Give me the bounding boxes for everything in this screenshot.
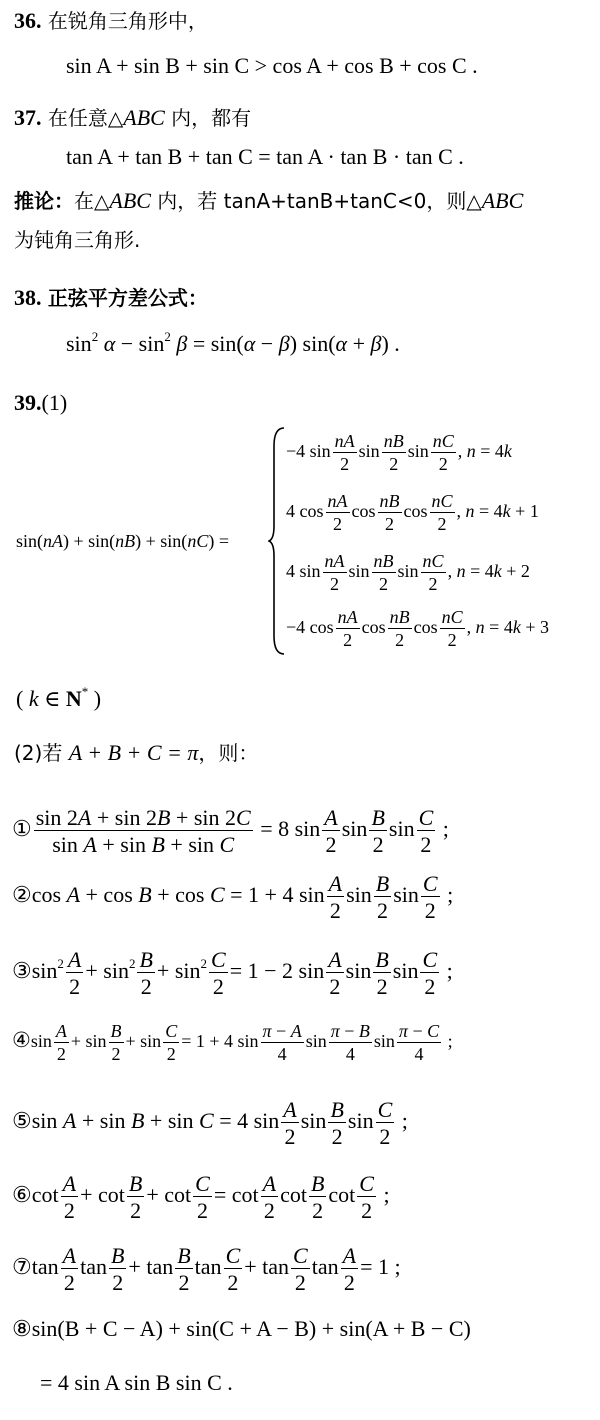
identity-2: ②cos A + cos B + cos C = 1 + 4 sin $\frac{A}{2}$ sin $\frac{B}{2}$ sin $\frac{C}{2}$ ;: [12, 871, 454, 924]
item-37-heading: 37. 在任意△ABC 内，都有: [14, 105, 252, 130]
corollary-line-2: 为钝角三角形.: [14, 228, 141, 252]
item-36-heading: 36. 在锐角三角形中，: [14, 8, 208, 33]
piecewise-lhs: sin(nA) + sin(nB) + sin(nC) =: [16, 531, 229, 551]
identity-3: $③\sin^2$ $\frac{A}{2}$ + $\sin^2$ $\frac{B}{2}$ + $\sin^2$ $\frac{C}{2}$ = 1 − 2 sin $\frac{A}{2}$ sin $\frac{B}{2}$ sin $\frac{C}{2}$ ;: [12, 947, 453, 1000]
identity-8-line-2: = 4 sin A sin B sin C .: [40, 1370, 233, 1395]
identity-8-line-1: ⑧sin(B + C − A) + sin(C + A − B) + sin(A + B − C): [12, 1316, 471, 1341]
identity-1: ① $\frac{\sin 2A + \sin 2B + \sin 2C}{\text{sin A + sin B + sin C}}$ = 8 sin $\frac{A}{2}$ sin $\frac{B}{2}$ sin $\frac{C}{2}$ ;: [12, 805, 449, 858]
piecewise-case-2: 4 cos $\frac{nA}{2}$ cos $\frac{nB}{2}$ cos $\frac{nC}{2}$ , n = 4k + 1: [286, 491, 539, 534]
piecewise-case-3: 4 sin $\frac{nA}{2}$ sin $\frac{nB}{2}$ sin $\frac{nC}{2}$ , n = 4k + 2: [286, 551, 530, 594]
part2-heading: (2)若 A + B + C = π，则：: [14, 740, 259, 765]
item-39-heading: 39.(1): [14, 390, 68, 415]
item-36-formula: sin A + sin B + sin C > cos A + cos B + cos C .: [66, 53, 478, 78]
item-37-formula: tan A + tan B + tan C = tan A · tan B · tan C .: [66, 144, 464, 169]
piecewise-case-1: −4 sin $\frac{nA}{2}$ sin $\frac{nB}{2}$ sin $\frac{nC}{2}$ , n = 4k: [286, 431, 512, 474]
identity-5: ⑤sin A + sin B + sin C = 4 sin $\frac{A}{2}$ sin $\frac{B}{2}$ sin $\frac{C}{2}$ ;: [12, 1097, 408, 1150]
identity-4: ④sin $\frac{A}{2}$ + sin $\frac{B}{2}$ + sin $\frac{C}{2}$ = 1 + 4 sin $\frac{\pi - A}{4}$ sin $\frac{\pi - B}{4}$ sin $\frac{\pi - C}{4}$ ;: [12, 1021, 453, 1064]
corollary-line-1: 推论：在△ABC 内，若 tanA+tanB+tanC<0，则△ABC: [14, 188, 524, 213]
item-38-formula: $\sin^2 \alpha - \sin^2 \beta = \sin(\alpha - \beta) \sin(\alpha + \beta)$ .: [66, 329, 400, 356]
item-38-heading: 38. 正弦平方差公式：: [14, 285, 208, 310]
piecewise-case-4: −4 cos $\frac{nA}{2}$ cos $\frac{nB}{2}$ cos $\frac{nC}{2}$ , n = 4k + 3: [286, 607, 549, 650]
left-brace: [268, 426, 286, 656]
k-condition: ( k ∈ N* ): [16, 684, 102, 711]
identity-7: ⑦tan $\frac{A}{2}$ tan $\frac{B}{2}$ + tan $\frac{B}{2}$ tan $\frac{C}{2}$ + tan $\frac{C}{2}$ tan $\frac{A}{2}$ = 1 ;: [12, 1243, 401, 1296]
identity-6: ⑥cot $\frac{A}{2}$ + cot $\frac{B}{2}$ + cot $\frac{C}{2}$ = cot $\frac{A}{2}$ cot $\frac{B}{2}$ cot $\frac{C}{2}$ ;: [12, 1171, 390, 1224]
